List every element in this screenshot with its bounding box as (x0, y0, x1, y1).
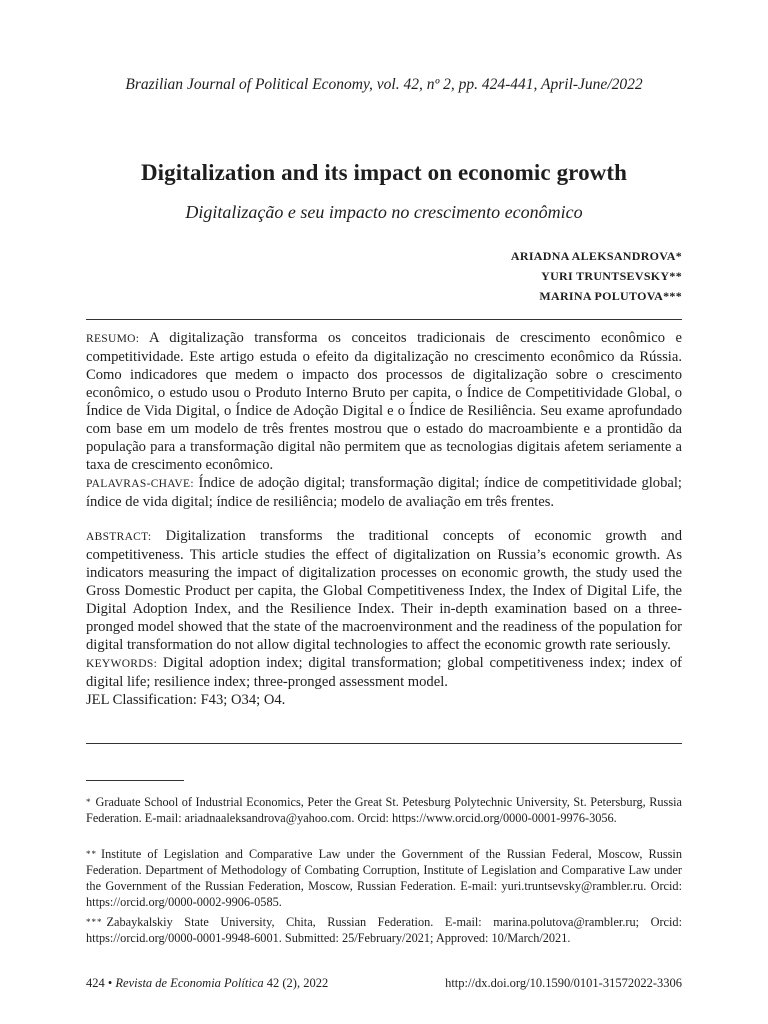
abstract-label: ABSTRACT: (86, 531, 152, 543)
doi-link[interactable]: http://dx.doi.org/10.1590/0101-31572022-3306 (445, 976, 682, 990)
abstract-text: Digitalization transforms the traditional concepts of economic growth and competitiveness. This article studies the effect of digitalization on Russia’s economic growth. As indicators measuring the impact of digitalization processes on economic growth, the study used the Gross Domestic Product per capita, the Global Competitiveness Index, the Index of Digital Life, the Digital Adoption Index, and the Resilience Index. Their in-depth examination based on a three-pronged model showed that the state of the macroenvironment and the readiness of the population for digital transformation do not allow digital technologies to affect the economic growth rate seriously. (86, 528, 682, 653)
abstract-paragraph (86, 527, 682, 654)
author-list (282, 246, 682, 306)
author-name: ARIADNA ALEKSANDROVA* (510, 249, 682, 263)
author-name: MARINA POLUTOVA*** (539, 289, 682, 303)
footnote-mark: * (86, 797, 92, 807)
resumo-paragraph (86, 329, 682, 474)
keywords-text: Digital adoption index; digital transformation; global competitiveness index; index of digital life; resilience index; three-pronged assessment model. (86, 655, 682, 690)
footer-separator: • (107, 976, 113, 990)
footnote-2 (86, 846, 682, 910)
footnote-mark: *** (86, 917, 103, 927)
jel-classification: JEL Classification: F43; O34; O4. (86, 692, 286, 708)
footnote-1 (86, 794, 682, 826)
footnote-3 (86, 914, 682, 946)
article-title: Digitalization and its impact on economic growth (140, 160, 628, 185)
divider-top (86, 319, 682, 320)
resumo-section (86, 329, 682, 511)
divider-bottom (86, 743, 682, 744)
page-number: 424 (86, 976, 105, 990)
palavras-chave-text: Índice de adoção digital; transformação digital; índice de competitividade global; índice de vida digital; índice de resiliência; modelo de avaliação em três frentes. (86, 475, 682, 510)
footnote-text: Graduate School of Industrial Economics, Peter the Great St. Petesburg Polytechnic University, St. Petersburg, Russia Federation. E-mail: ariadnaaleksandrova@yahoo.com. Orcid: https://www.orcid.org/0000-0001-9976-3056. (86, 795, 682, 825)
footer-left (86, 976, 328, 991)
resumo-label: RESUMO: (86, 333, 140, 345)
keywords-label: KEYWORDS: (86, 658, 158, 670)
journal-header: Brazilian Journal of Political Economy, vol. 42, nº 2, pp. 424-441, April-June/2022 (125, 76, 643, 93)
palavras-chave-label: PALAVRAS-CHAVE: (86, 478, 194, 490)
footnote-text: Institute of Legislation and Comparative Law under the Government of the Russian Federal, Moscow, Russin Federation. Department of Methodology of Combating Corruption, Institute of Legislation and Comparative Law under the Government of the Russian Federation, Moscow, Russian Federation. E-mail: yuri.truntsevsky@rambler.ru. Orcid: https://orcid.org/0000-0002-9906-0585. (86, 847, 682, 909)
article-subtitle: Digitalização e seu impacto no crescimento econômico (185, 202, 583, 222)
resumo-text: A digitalização transforma os conceitos tradicionais de crescimento econômico e competitividade. Este artigo estuda o efeito da digitalização no crescimento econômico da Rússia. Como indicadores que medem o impacto dos processos de digitalização sobre o crescimento econômico, o estudo usou o Produto Interno Bruto per capita, o Índice de Competitividade Global, o Índice de Vida Digital, o Índice de Adoção Digital e o Índice de Resiliência. Seu exame aprofundado com base em um modelo de três frentes mostrou que o estado do macroambiente e a prontidão da população para a transformação digital não permitem que as tecnologias digitais afetem seriamente a taxa de crescimento econômico. (86, 330, 682, 473)
resumo-keywords (86, 474, 682, 511)
footnote-text: Zabaykalskiy State University, Chita, Russian Federation. E-mail: marina.polutova@rambler.ru; Orcid: https://orcid.org/0000-0001-9948-6001. Submitted: 25/February/2021; Approved: 10/March/2021. (86, 915, 682, 945)
abstract-section (86, 527, 682, 709)
abstract-keywords (86, 654, 682, 691)
footnote-mark: ** (86, 849, 97, 859)
page-footer (86, 976, 682, 991)
footnote-rule (86, 780, 184, 781)
footer-issue: 42 (2), 2022 (266, 976, 329, 990)
footer-journal: Revista de Economia Política (115, 976, 264, 990)
author-name: YURI TRUNTSEVSKY** (541, 269, 682, 283)
